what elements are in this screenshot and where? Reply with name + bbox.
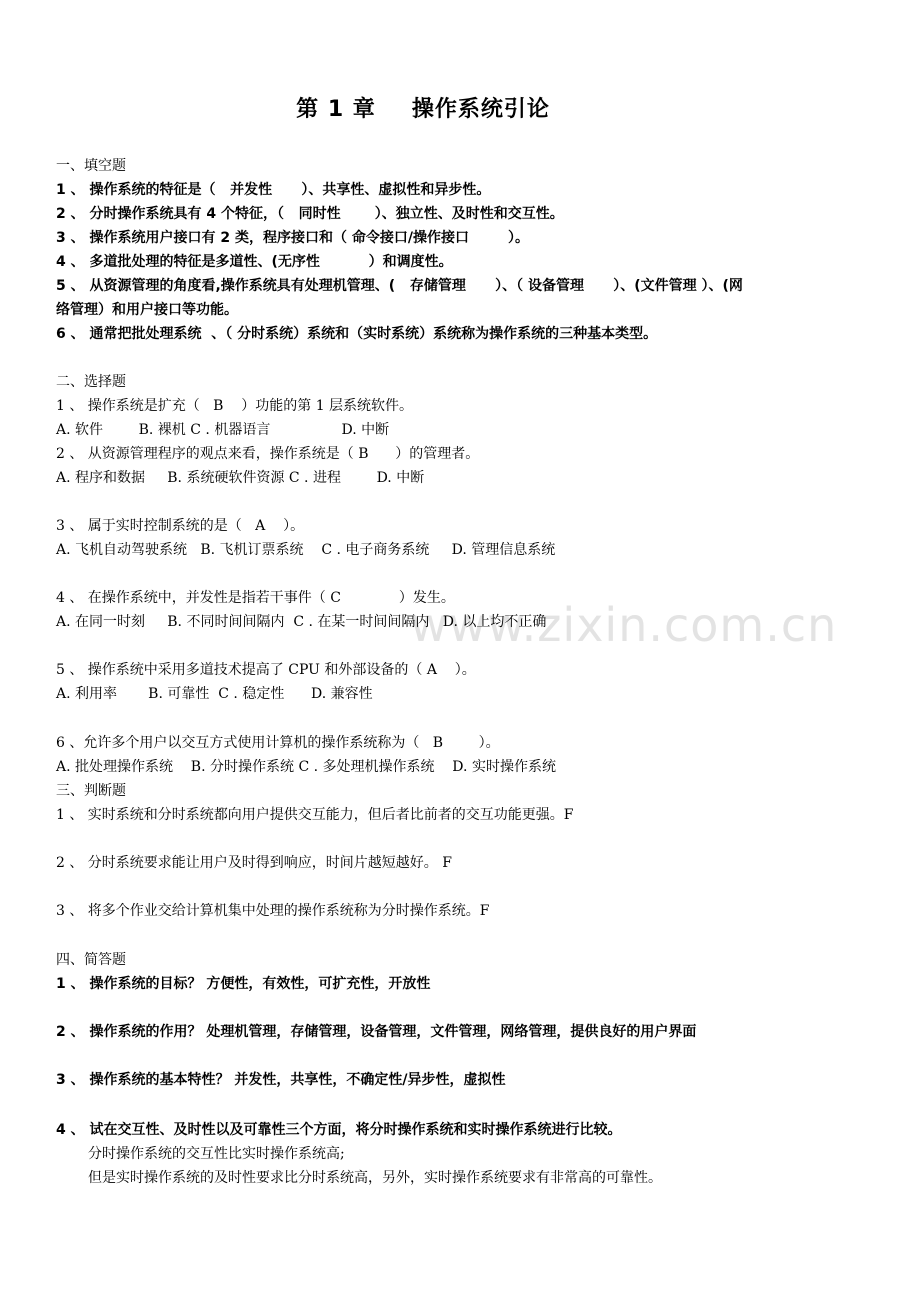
chapter-name: 操作系统引论 — [411, 97, 550, 122]
section-heading-fill-in: 一、填空题 — [56, 158, 126, 174]
judge-item: 1 、 实时系统和分时系统都向用户提供交互能力，但后者比前者的交互功能更强。F — [56, 807, 574, 823]
choice-options: A. 利用率 B. 可靠性 C . 稳定性 D. 兼容性 — [56, 686, 373, 702]
choice-options: A. 在同一时刻 B. 不同时间间隔内 C . 在某一时间间隔内 D. 以上均不正确 — [56, 614, 547, 630]
fill-in-item: 2 、 分时操作系统具有 4 个特征，（ 同时性 ）、独立性、及时性和交互性。 — [56, 206, 564, 222]
choice-options: A. 软件 B. 裸机 C . 机器语言 D. 中断 — [56, 422, 390, 438]
judge-item: 2 、 分时系统要求能让用户及时得到响应，时间片越短越好。 F — [56, 855, 452, 871]
choice-options: A. 批处理操作系统 B. 分时操作系统 C . 多处理机操作系统 D. 实时操作系统 — [56, 759, 556, 775]
choice-options: A. 程序和数据 B. 系统硬软件资源 C . 进程 D. 中断 — [56, 470, 425, 486]
fill-in-item: 5 、 从资源管理的角度看,操作系统具有处理机管理、( 存储管理 ）、（ 设备管理 ）、(文件管理 ）、(网 — [56, 278, 743, 294]
watermark: www.zixin.com.cn — [410, 598, 838, 652]
short-answer-item: 3 、 操作系统的基本特性？ 并发性，共享性，不确定性/异步性，虚拟性 — [56, 1072, 506, 1088]
choice-options: A. 飞机自动驾驶系统 B. 飞机订票系统 C . 电子商务系统 D. 管理信息系统 — [56, 542, 556, 558]
short-answer-item: 2 、 操作系统的作用？ 处理机管理，存储管理，设备管理，文件管理，网络管理，提供良好的用户界面 — [56, 1024, 697, 1040]
chapter-number: 第 1 章 — [296, 97, 376, 122]
short-answer-response: 但是实时操作系统的及时性要求比分时系统高，另外，实时操作系统要求有非常高的可靠性。 — [88, 1170, 662, 1186]
choice-question: 3 、 属于实时控制系统的是（ A ）。 — [56, 518, 305, 534]
short-answer-response: 分时操作系统的交互性比实时操作系统高; — [88, 1146, 345, 1162]
short-answer-item: 4 、 试在交互性、及时性以及可靠性三个方面，将分时操作系统和实时操作系统进行比较。 — [56, 1122, 622, 1138]
choice-question: 4 、 在操作系统中，并发性是指若干事件（ C ）发生。 — [56, 590, 455, 606]
judge-item: 3 、 将多个作业交给计算机集中处理的操作系统称为分时操作系统。F — [56, 903, 490, 919]
section-heading-judge: 三、判断题 — [56, 783, 126, 799]
short-answer-item: 1 、 操作系统的目标？ 方便性，有效性，可扩充性，开放性 — [56, 976, 431, 992]
fill-in-item: 4 、 多道批处理的特征是多道性、(无序性 ）和调度性。 — [56, 254, 453, 270]
fill-in-item-continued: 络管理）和用户接口等功能。 — [56, 302, 238, 318]
fill-in-item: 1 、 操作系统的特征是（ 并发性 ）、共享性、虚拟性和异步性。 — [56, 182, 491, 198]
choice-question: 2 、 从资源管理程序的观点来看，操作系统是（ B ）的管理者。 — [56, 446, 480, 462]
section-heading-choice: 二、选择题 — [56, 374, 126, 390]
choice-question: 5 、 操作系统中采用多道技术提高了 CPU 和外部设备的（ A ）。 — [56, 662, 476, 678]
choice-question: 6 、允许多个用户以交互方式使用计算机的操作系统称为（ B ）。 — [56, 735, 500, 751]
page-title — [0, 92, 846, 123]
section-heading-short-answer: 四、简答题 — [56, 952, 126, 968]
fill-in-item: 3 、 操作系统用户接口有 2 类，程序接口和（ 命令接口/操作接口 ）。 — [56, 230, 529, 246]
fill-in-item: 6 、 通常把批处理系统 、（ 分时系统）系统和（实时系统）系统称为操作系统的三种基本类型。 — [56, 326, 658, 342]
choice-question: 1 、 操作系统是扩充（ B ）功能的第 1 层系统软件。 — [56, 398, 414, 414]
